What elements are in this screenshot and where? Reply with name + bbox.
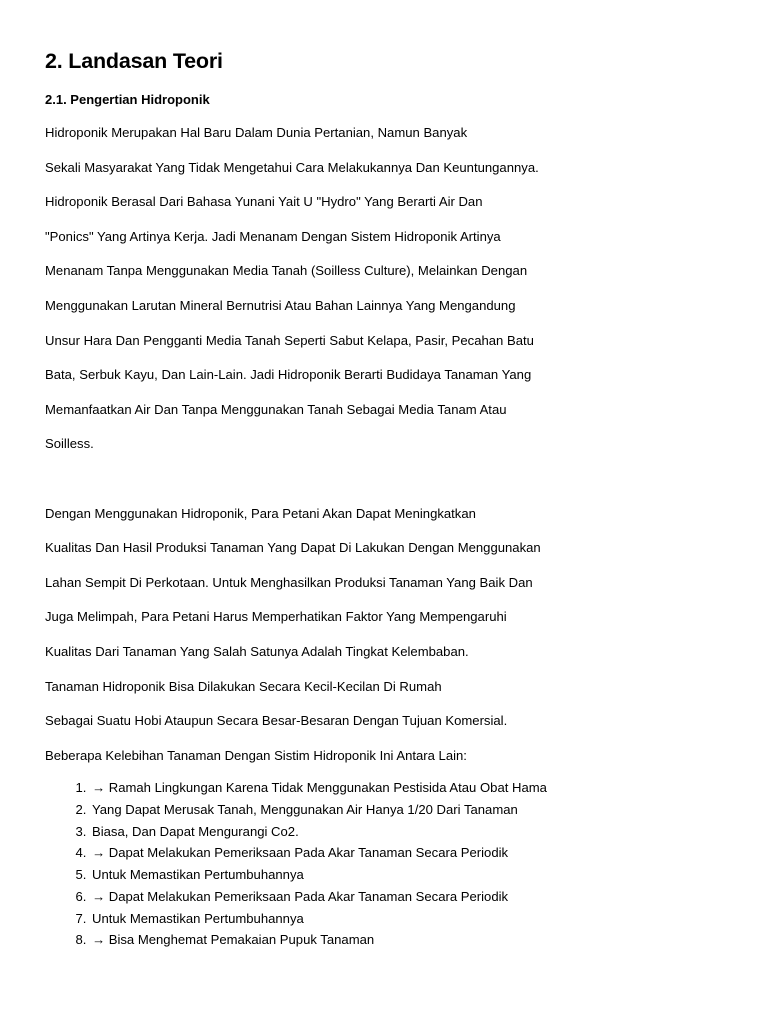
paragraph-intro bbox=[45, 116, 745, 462]
section-heading: 2. Landasan Teori bbox=[45, 49, 223, 73]
text-line: Unsur Hara Dan Pengganti Media Tanah Seperti Sabut Kelapa, Pasir, Pecahan Batu bbox=[45, 332, 534, 348]
text-line: Juga Melimpah, Para Petani Harus Memperhatikan Faktor Yang Mempengaruhi bbox=[45, 609, 507, 625]
text-line: Menggunakan Larutan Mineral Bernutrisi Atau Bahan Lainnya Yang Mengandung bbox=[45, 297, 516, 313]
list-item: 5. Untuk Memastikan Pertumbuhannya bbox=[90, 864, 745, 886]
list-item: 2. Yang Dapat Merusak Tanah, Menggunakan Air Hanya 1/20 Dari Tanaman bbox=[90, 799, 745, 821]
list-item: 8. → Bisa Menghemat Pemakaian Pupuk Tanaman bbox=[90, 929, 745, 951]
text-line: Hidroponik Berasal Dari Bahasa Yunani Yait U "Hydro" Yang Berarti Air Dan bbox=[45, 194, 483, 210]
paragraph-gap bbox=[45, 462, 745, 497]
text-line: "Ponics" Yang Artinya Kerja. Jadi Menanam Dengan Sistem Hidroponik Artinya bbox=[45, 228, 501, 244]
paragraph-benefits bbox=[45, 497, 745, 774]
text-line: Kualitas Dari Tanaman Yang Salah Satunya Adalah Tingkat Kelembaban. bbox=[45, 643, 469, 659]
text-line: Tanaman Hidroponik Bisa Dilakukan Secara Kecil-Kecilan Di Rumah bbox=[45, 678, 442, 694]
list-item: 7. Untuk Memastikan Pertumbuhannya bbox=[90, 908, 745, 930]
text-line: Hidroponik Merupakan Hal Baru Dalam Dunia Pertanian, Namun Banyak bbox=[45, 125, 468, 140]
text-line: Dengan Menggunakan Hidroponik, Para Petani Akan Dapat Meningkatkan bbox=[45, 505, 476, 521]
document-page bbox=[45, 44, 745, 951]
text-line: Sekali Masyarakat Yang Tidak Mengetahui Cara Melakukannya Dan Keuntungannya. bbox=[45, 159, 539, 175]
list-item: 1. → Ramah Lingkungan Karena Tidak Menggunakan Pestisida Atau Obat Hama bbox=[90, 777, 745, 799]
text-line: Sebagai Suatu Hobi Ataupun Secara Besar-Besaran Dengan Tujuan Komersial. bbox=[45, 713, 508, 729]
text-line: Soilless. bbox=[45, 436, 94, 452]
text-line: Menanam Tanpa Menggunakan Media Tanah (Soilless Culture), Melainkan Dengan bbox=[45, 263, 528, 279]
list-item: 3. Biasa, Dan Dapat Mengurangi Co2. bbox=[90, 821, 745, 843]
subsection-heading: 2.1. Pengertian Hidroponik bbox=[45, 92, 210, 107]
list-item: 6. → Dapat Melakukan Pemeriksaan Pada Akar Tanaman Secara Periodik bbox=[90, 886, 745, 908]
text-line: Beberapa Kelebihan Tanaman Dengan Sistim Hidroponik Ini Antara Lain: bbox=[45, 747, 467, 763]
advantages-list bbox=[45, 777, 745, 951]
text-line: Bata, Serbuk Kayu, Dan Lain-Lain. Jadi Hidroponik Berarti Budidaya Tanaman Yang bbox=[45, 367, 532, 383]
text-line: Kualitas Dan Hasil Produksi Tanaman Yang Dapat Di Lakukan Dengan Menggunakan bbox=[45, 540, 541, 556]
text-line: Lahan Sempit Di Perkotaan. Untuk Menghasilkan Produksi Tanaman Yang Baik Dan bbox=[45, 574, 533, 590]
list-item: 4. → Dapat Melakukan Pemeriksaan Pada Akar Tanaman Secara Periodik bbox=[90, 842, 745, 864]
text-line: Memanfaatkan Air Dan Tanpa Menggunakan Tanah Sebagai Media Tanam Atau bbox=[45, 401, 507, 417]
